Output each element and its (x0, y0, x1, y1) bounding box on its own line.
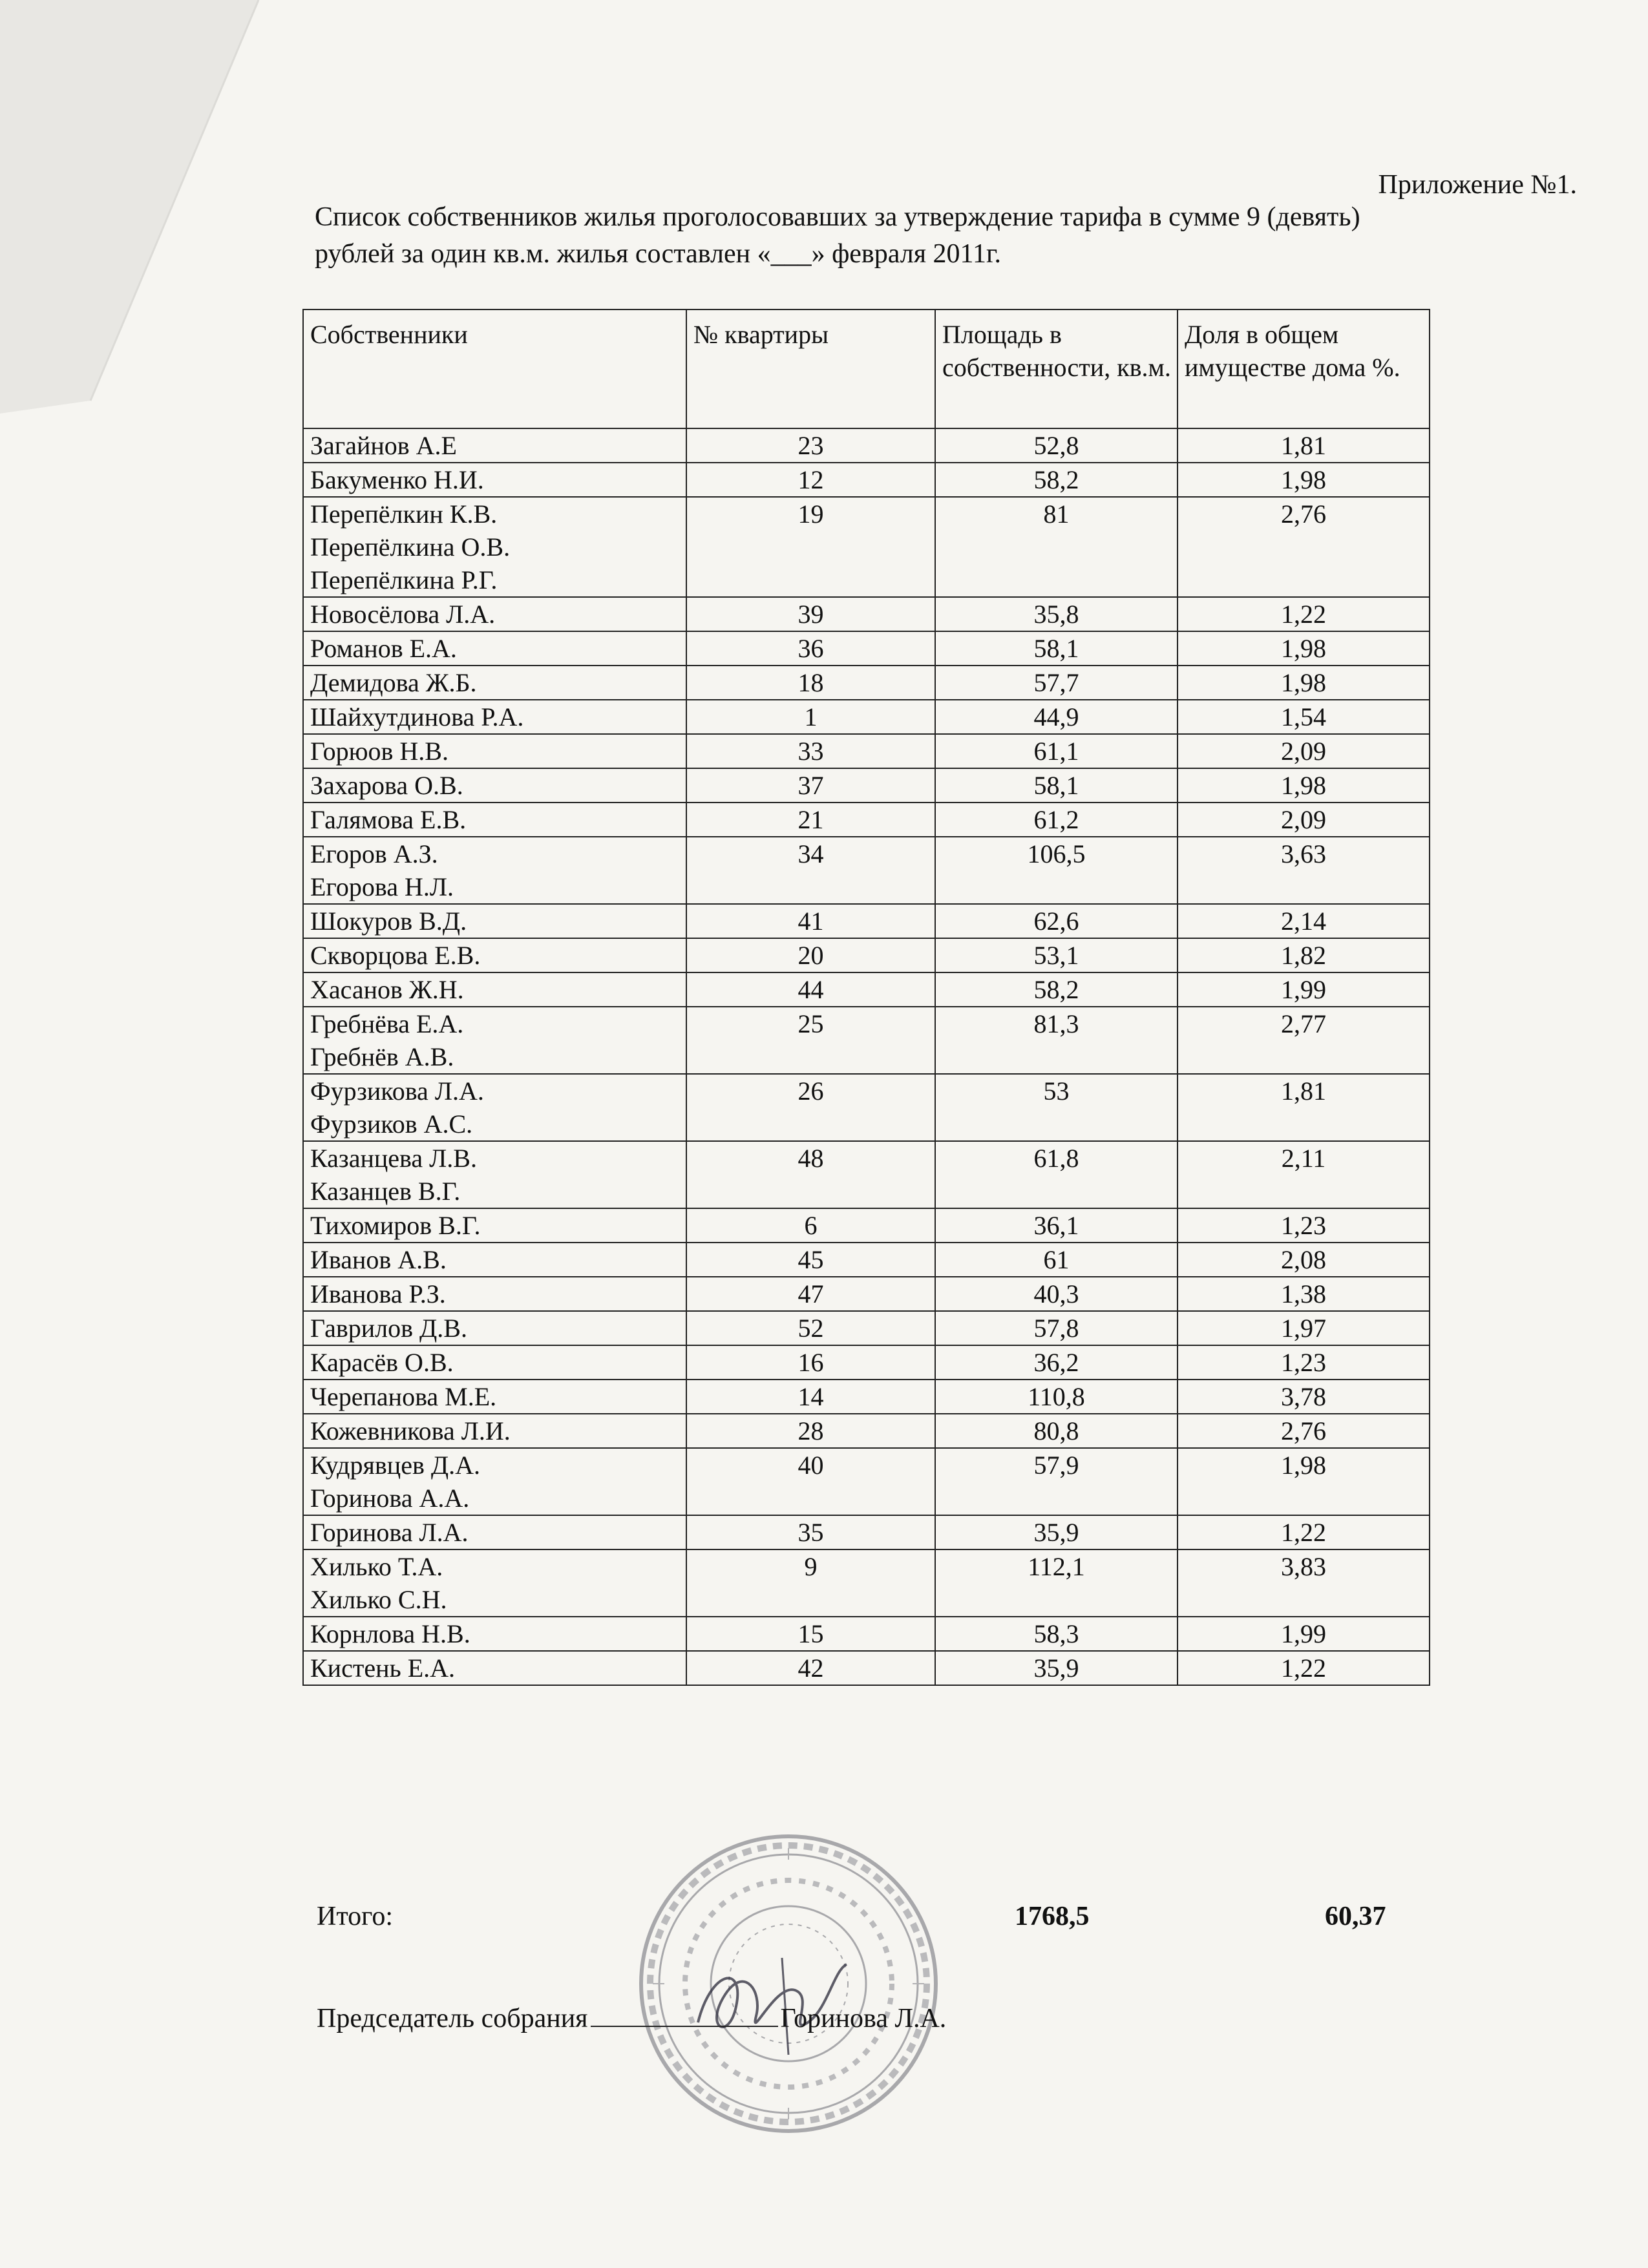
document-heading (315, 199, 1581, 273)
table-row (303, 1515, 1430, 1549)
owner-names-cell (303, 1277, 686, 1311)
apartment-number-cell: 39 (686, 597, 935, 631)
owner-name: Гаврилов Д.В. (310, 1314, 467, 1343)
area-cell: 58,3 (935, 1617, 1178, 1651)
owner-name: Корнлова Н.В. (310, 1619, 470, 1648)
table-row (303, 1141, 1430, 1208)
owner-names-cell (303, 1448, 686, 1515)
area-cell: 35,9 (935, 1651, 1178, 1685)
share-cell: 2,09 (1178, 803, 1430, 837)
share-cell: 3,78 (1178, 1380, 1430, 1414)
owner-name: Горюов Н.В. (310, 737, 449, 766)
owners-table-body (303, 428, 1430, 1685)
apartment-number-cell: 9 (686, 1549, 935, 1617)
owner-names-cell (303, 1007, 686, 1074)
apartment-number-cell: 26 (686, 1074, 935, 1141)
share-cell: 1,22 (1178, 597, 1430, 631)
totals-label: Итого: (317, 1902, 393, 1931)
owner-name: Хилько С.Н. (310, 1585, 447, 1614)
signature-name: Горинова Л.А. (780, 2004, 947, 2033)
apartment-number-cell: 16 (686, 1345, 935, 1380)
area-cell: 61,1 (935, 734, 1178, 768)
share-cell: 1,22 (1178, 1651, 1430, 1685)
owner-name: Бакуменко Н.И. (310, 465, 484, 494)
owner-name: Тихомиров В.Г. (310, 1211, 481, 1240)
table-row (303, 666, 1430, 700)
share-cell: 1,99 (1178, 972, 1430, 1007)
table-row (303, 938, 1430, 972)
table-row (303, 497, 1430, 597)
owner-names-cell (303, 700, 686, 734)
area-cell: 58,1 (935, 631, 1178, 666)
share-cell: 1,98 (1178, 631, 1430, 666)
share-cell: 1,98 (1178, 463, 1430, 497)
owner-name: Кожевникова Л.И. (310, 1416, 511, 1445)
area-cell: 106,5 (935, 837, 1178, 904)
owner-name: Карасёв О.В. (310, 1348, 454, 1377)
apartment-number-cell: 44 (686, 972, 935, 1007)
table-row (303, 1380, 1430, 1414)
area-cell: 57,9 (935, 1448, 1178, 1515)
apartment-number-cell: 21 (686, 803, 935, 837)
owner-names-cell (303, 1141, 686, 1208)
table-header-row (303, 310, 1430, 428)
apartment-number-cell: 35 (686, 1515, 935, 1549)
owner-names-cell (303, 597, 686, 631)
owner-name: Кистень Е.А. (310, 1654, 456, 1683)
apartment-number-cell: 18 (686, 666, 935, 700)
apartment-number-cell: 20 (686, 938, 935, 972)
share-cell: 2,77 (1178, 1007, 1430, 1074)
owner-name: Егоров А.З. (310, 839, 438, 868)
owner-name: Новосёлова Л.А. (310, 600, 496, 629)
share-cell: 2,14 (1178, 904, 1430, 938)
owner-names-cell (303, 803, 686, 837)
owner-name: Перепёлкина Р.Г. (310, 565, 498, 594)
table-row (303, 1617, 1430, 1651)
owner-name: Гребнёва Е.А. (310, 1009, 464, 1038)
share-cell: 1,23 (1178, 1345, 1430, 1380)
area-cell: 35,9 (935, 1515, 1178, 1549)
area-cell: 61,2 (935, 803, 1178, 837)
apartment-number-cell: 52 (686, 1311, 935, 1345)
area-cell: 52,8 (935, 428, 1178, 463)
owner-name: Скворцова Е.В. (310, 941, 481, 970)
owner-names-cell (303, 1549, 686, 1617)
area-cell: 81,3 (935, 1007, 1178, 1074)
table-row (303, 1414, 1430, 1448)
table-row (303, 768, 1430, 803)
table-row (303, 972, 1430, 1007)
area-cell: 36,1 (935, 1208, 1178, 1243)
owner-name: Кудрявцев Д.А. (310, 1451, 481, 1480)
apartment-number-cell: 6 (686, 1208, 935, 1243)
apartment-number-cell: 15 (686, 1617, 935, 1651)
share-cell: 2,09 (1178, 734, 1430, 768)
owner-name: Захарова О.В. (310, 771, 463, 800)
area-cell: 62,6 (935, 904, 1178, 938)
owners-table (302, 309, 1430, 1686)
owner-name: Фурзиков А.С. (310, 1109, 473, 1139)
table-row (303, 1074, 1430, 1141)
owner-names-cell (303, 631, 686, 666)
owner-name: Горинова А.А. (310, 1484, 470, 1513)
owner-name: Перепёлкина О.В. (310, 532, 511, 562)
scan-fold-shadow (0, 0, 271, 414)
owner-name: Фурзикова Л.А. (310, 1076, 484, 1106)
apartment-number-cell: 33 (686, 734, 935, 768)
owner-name: Хилько Т.А. (310, 1552, 443, 1581)
apartment-number-cell: 23 (686, 428, 935, 463)
area-cell: 80,8 (935, 1414, 1178, 1448)
owner-name: Демидова Ж.Б. (310, 668, 477, 697)
table-row (303, 597, 1430, 631)
table-row (303, 631, 1430, 666)
table-row (303, 463, 1430, 497)
owner-name: Хасанов Ж.Н. (310, 975, 464, 1004)
table-row (303, 1208, 1430, 1243)
owner-name: Казанцев В.Г. (310, 1177, 461, 1206)
table-row (303, 1549, 1430, 1617)
owner-names-cell (303, 1414, 686, 1448)
owner-names-cell (303, 666, 686, 700)
area-cell: 81 (935, 497, 1178, 597)
owner-names-cell (303, 1074, 686, 1141)
totals-area: 1768,5 (1015, 1902, 1090, 1931)
table-row (303, 1311, 1430, 1345)
share-cell: 3,83 (1178, 1549, 1430, 1617)
area-cell: 36,2 (935, 1345, 1178, 1380)
share-cell: 1,22 (1178, 1515, 1430, 1549)
share-cell: 1,81 (1178, 1074, 1430, 1141)
apartment-number-cell: 47 (686, 1277, 935, 1311)
owner-names-cell (303, 1345, 686, 1380)
signature-blank (591, 2006, 778, 2027)
apartment-number-cell: 28 (686, 1414, 935, 1448)
owner-names-cell (303, 497, 686, 597)
owner-name: Шайхутдинова Р.А. (310, 702, 524, 731)
owner-name: Гребнёв А.В. (310, 1042, 454, 1071)
table-row (303, 1448, 1430, 1515)
table-row (303, 1007, 1430, 1074)
area-cell: 58,2 (935, 972, 1178, 1007)
table-row (303, 428, 1430, 463)
table-row (303, 1243, 1430, 1277)
area-cell: 53,1 (935, 938, 1178, 972)
owner-names-cell (303, 734, 686, 768)
share-cell: 2,08 (1178, 1243, 1430, 1277)
area-cell: 57,8 (935, 1311, 1178, 1345)
owner-names-cell (303, 1651, 686, 1685)
area-cell: 40,3 (935, 1277, 1178, 1311)
share-cell: 1,81 (1178, 428, 1430, 463)
owner-names-cell (303, 938, 686, 972)
share-cell: 1,54 (1178, 700, 1430, 734)
owner-name: Черепанова М.Е. (310, 1382, 497, 1411)
table-row (303, 803, 1430, 837)
apartment-number-cell: 25 (686, 1007, 935, 1074)
owner-names-cell (303, 972, 686, 1007)
owner-name: Иванова Р.З. (310, 1279, 446, 1308)
heading-line-2: рублей за один кв.м. жилья составлен «___» февраля 2011г. (315, 239, 1001, 269)
table-row (303, 1277, 1430, 1311)
area-cell: 112,1 (935, 1549, 1178, 1617)
column-header-owners: Собственники (303, 310, 686, 428)
owner-names-cell (303, 428, 686, 463)
share-cell: 1,98 (1178, 768, 1430, 803)
share-cell: 1,38 (1178, 1277, 1430, 1311)
apartment-number-cell: 37 (686, 768, 935, 803)
owner-name: Загайнов А.Е (310, 431, 457, 460)
column-header-apartment: № квартиры (686, 310, 935, 428)
share-cell: 1,97 (1178, 1311, 1430, 1345)
column-header-area: Площадь в собственности, кв.м. (935, 310, 1178, 428)
heading-line-1: Список собственников жилья проголосовавших за утверждение тарифа в сумме 9 (девять) (315, 202, 1360, 232)
apartment-number-cell: 36 (686, 631, 935, 666)
table-row (303, 1345, 1430, 1380)
apartment-number-cell: 1 (686, 700, 935, 734)
owner-names-cell (303, 1311, 686, 1345)
owner-names-cell (303, 768, 686, 803)
signature-line (317, 2003, 946, 2034)
apartment-number-cell: 12 (686, 463, 935, 497)
owner-name: Казанцева Л.В. (310, 1144, 477, 1173)
area-cell: 35,8 (935, 597, 1178, 631)
share-cell: 2,11 (1178, 1141, 1430, 1208)
owner-names-cell (303, 1243, 686, 1277)
area-cell: 61,8 (935, 1141, 1178, 1208)
owner-name: Шокуров В.Д. (310, 907, 467, 936)
appendix-label: Приложение №1. (1378, 170, 1577, 200)
share-cell: 1,98 (1178, 1448, 1430, 1515)
apartment-number-cell: 14 (686, 1380, 935, 1414)
signature-label: Председатель собрания (317, 2004, 588, 2033)
table-row (303, 904, 1430, 938)
apartment-number-cell: 40 (686, 1448, 935, 1515)
owner-name: Перепёлкин К.В. (310, 499, 498, 529)
apartment-number-cell: 41 (686, 904, 935, 938)
owner-names-cell (303, 1515, 686, 1549)
share-cell: 2,76 (1178, 497, 1430, 597)
owner-names-cell (303, 463, 686, 497)
apartment-number-cell: 34 (686, 837, 935, 904)
apartment-number-cell: 19 (686, 497, 935, 597)
share-cell: 3,63 (1178, 837, 1430, 904)
area-cell: 58,1 (935, 768, 1178, 803)
owner-names-cell (303, 1617, 686, 1651)
owner-name: Егорова Н.Л. (310, 872, 454, 901)
area-cell: 61 (935, 1243, 1178, 1277)
area-cell: 57,7 (935, 666, 1178, 700)
owner-names-cell (303, 1380, 686, 1414)
area-cell: 44,9 (935, 700, 1178, 734)
apartment-number-cell: 42 (686, 1651, 935, 1685)
owner-name: Иванов А.В. (310, 1245, 447, 1274)
owner-names-cell (303, 1208, 686, 1243)
area-cell: 53 (935, 1074, 1178, 1141)
table-row (303, 1651, 1430, 1685)
owner-name: Горинова Л.А. (310, 1518, 469, 1547)
totals-share: 60,37 (1325, 1902, 1386, 1931)
area-cell: 110,8 (935, 1380, 1178, 1414)
owner-name: Романов Е.А. (310, 634, 457, 663)
table-row (303, 837, 1430, 904)
apartment-number-cell: 48 (686, 1141, 935, 1208)
table-row (303, 700, 1430, 734)
share-cell: 1,99 (1178, 1617, 1430, 1651)
owner-name: Галямова Е.В. (310, 805, 467, 834)
table-row (303, 734, 1430, 768)
share-cell: 1,82 (1178, 938, 1430, 972)
share-cell: 2,76 (1178, 1414, 1430, 1448)
column-header-share: Доля в общем имуществе дома %. (1178, 310, 1430, 428)
owner-names-cell (303, 837, 686, 904)
owner-names-cell (303, 904, 686, 938)
share-cell: 1,98 (1178, 666, 1430, 700)
apartment-number-cell: 45 (686, 1243, 935, 1277)
share-cell: 1,23 (1178, 1208, 1430, 1243)
area-cell: 58,2 (935, 463, 1178, 497)
